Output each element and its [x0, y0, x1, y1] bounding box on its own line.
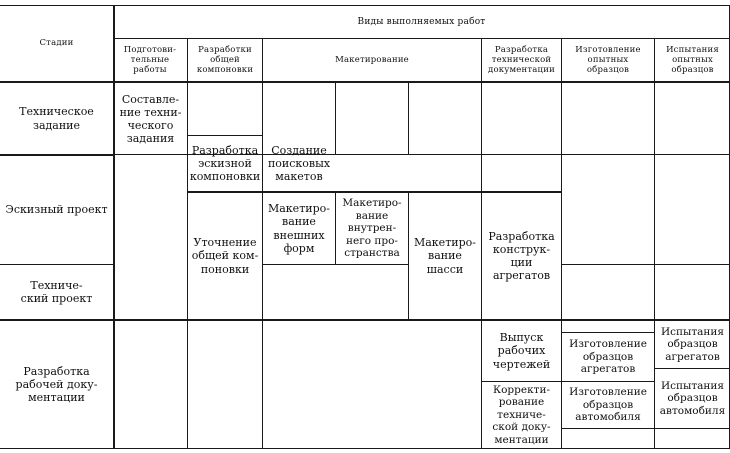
cell-make-car-samples: Изготовление образцов автомобиля: [569, 386, 647, 424]
column-header-prototype-testing: Испытания опытных образцов: [666, 44, 719, 76]
cell-correct-docs: Корректи- рование техниче- ской доку- ментации: [492, 383, 551, 446]
cell-test-car-samples: Испытания образцов автомобиля: [659, 379, 726, 417]
cell-compose-tz: Составле- ние техни- ческого задания: [119, 92, 182, 146]
table-border-bottom: [0, 448, 730, 449]
cell-release-drawings: Выпуск рабочих чертежей: [492, 331, 551, 371]
cell-external-forms: Макетиро- вание внешних форм: [267, 202, 330, 255]
cell-chassis-mockup: Макетиро- вание шасси: [413, 236, 476, 276]
cell-make-unit-samples: Изготовление образцов агрегатов: [569, 338, 647, 376]
cell-unit-design: Разработка конструк- ции агрегатов: [488, 229, 555, 283]
stage-working-docs: Разработка рабочей доку- ментации: [15, 364, 98, 405]
column-header-tech-docs: Разработка технической документации: [488, 44, 555, 76]
row-line: [561, 428, 654, 429]
column-header-prototype-making: Изготовление опытных образцов: [575, 44, 641, 76]
cell-sketch-layout: Разработка эскизной компоновки: [189, 143, 261, 184]
cell-search-models: Создание поисковых макетов: [267, 143, 331, 184]
row-line: [561, 264, 730, 265]
column-header-mockup: Макетирование: [335, 54, 409, 65]
stage-draft-design: Эскизный проект: [5, 203, 108, 217]
column-line: [408, 81, 409, 155]
stage-technical-assignment: Техническое задание: [19, 105, 94, 132]
column-header-general-layout: Разработки общей компоновки: [196, 44, 254, 76]
row-line: [654, 428, 730, 429]
column-header-preparatory: Подготови- тельные работы: [123, 44, 177, 76]
table-title: Виды выполняемых работ: [357, 16, 486, 27]
stages-header: Стадии: [39, 38, 74, 49]
column-line: [335, 81, 336, 155]
cell-test-unit-samples: Испытания образцов агрегатов: [660, 325, 725, 363]
stage-technical-design: Техниче- ский проект: [20, 278, 93, 305]
cell-refine-layout: Уточнение общей ком- поновки: [191, 236, 259, 276]
cell-interior-space: Макетиро- вание внутрен- него про- странства: [342, 197, 402, 260]
